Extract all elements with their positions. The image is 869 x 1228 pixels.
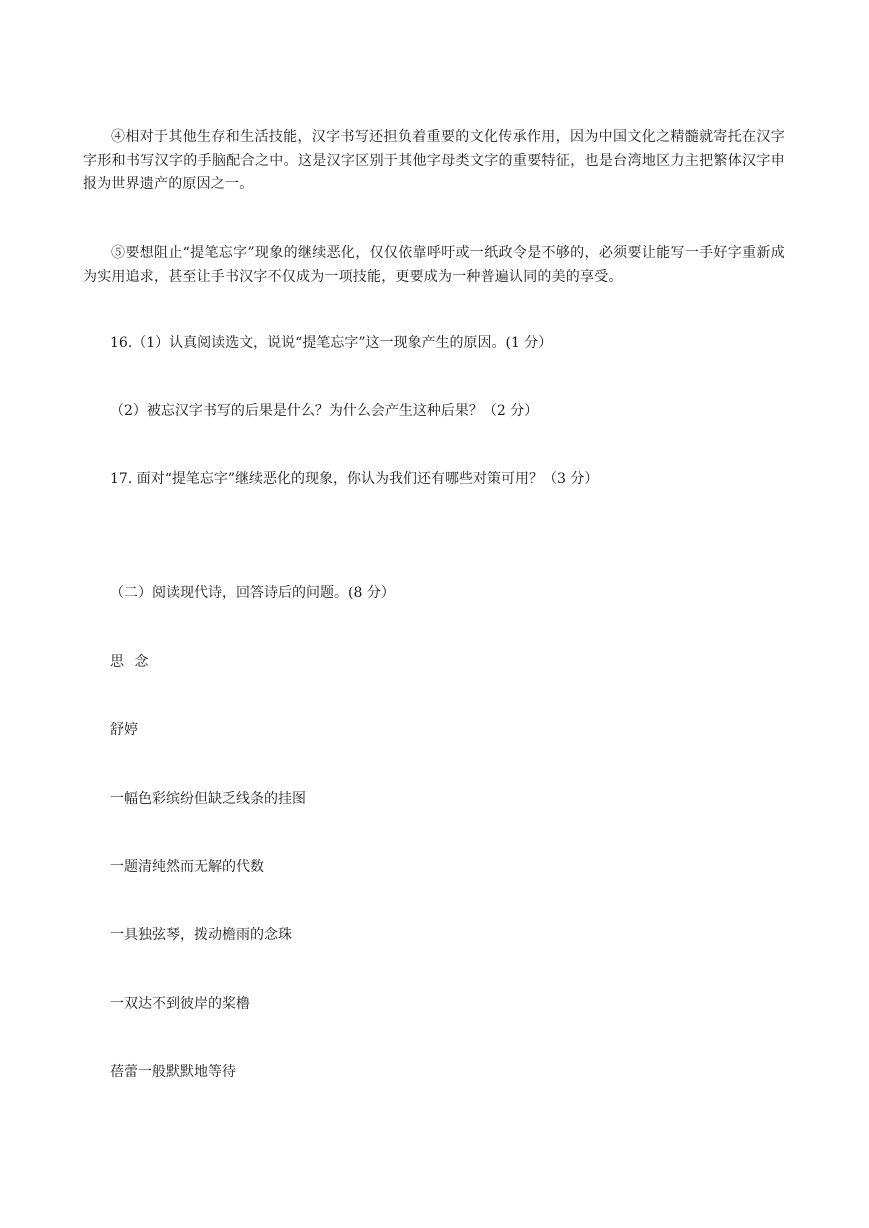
poem-title: 思 念	[110, 654, 152, 670]
question-16-2: （2）被忘汉字书写的后果是什么？为什么会产生这种后果？（2 分）	[110, 403, 539, 419]
passage-paragraph-4: ④相对于其他生存和生活技能，汉字书写还担负着重要的文化传承作用，因为中国文化之精髓就寄托在汉字字形和书写汉字的手脑配合之中。这是汉字区别于其他字母类文字的重要特征，也是台湾地区力主把繁体汉字申报为世界遗产的原因之一。	[83, 129, 785, 192]
section-2-heading: （二）阅读现代诗，回答诗后的问题。(8 分）	[110, 585, 395, 601]
passage-paragraph-5: ⑤要想阻止“提笔忘字”现象的继续恶化，仅仅依靠呼吁或一纸政令是不够的，必须要让能写一手好字重新成为实用追求，甚至让手书汉字不仅成为一项技能，更要成为一种普遍认同的美的享受。	[83, 245, 785, 285]
poem-line: 一题清纯然而无解的代数	[110, 859, 264, 875]
poem-line: 一双达不到彼岸的桨橹	[110, 996, 250, 1012]
poem-line: 蓓蕾一般默默地等待	[110, 1064, 236, 1080]
question-16-1: 16.（1）认真阅读选文，说说“提笔忘字”这一现象产生的原因。(1 分）	[110, 335, 553, 351]
question-17: 17. 面对“提笔忘字”继续恶化的现象，你认为我们还有哪些对策可用？（3 分）	[110, 471, 599, 487]
poem-line: 一具独弦琴，拨动檐雨的念珠	[110, 927, 292, 943]
poem-author: 舒婷	[110, 722, 138, 738]
poem-line: 一幅色彩缤纷但缺乏线条的挂图	[110, 791, 306, 807]
